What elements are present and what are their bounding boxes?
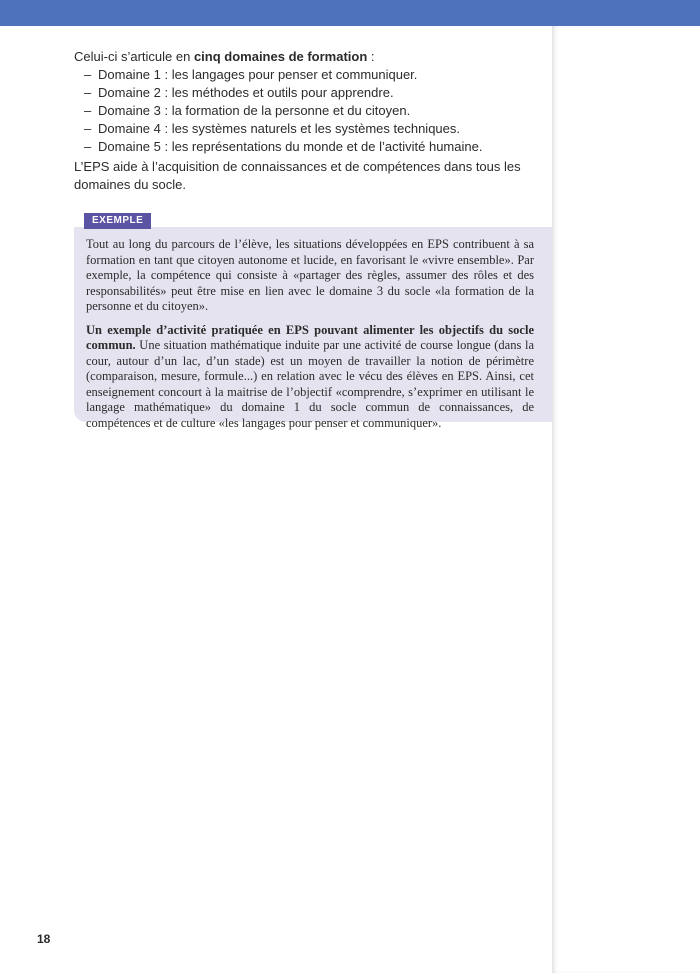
example-box xyxy=(74,227,552,430)
example-paragraph-2-body: Une situation mathématique induite par une activité de course longue (dans la cour, autour d’un lac, d’un stade) est un moyen de travailler la notion de périmètre (comparaison, mesure, formule...) en relation avec le vécu des élèves en EPS. Ainsi, cet enseignement concourt à la maitrise de l’objectif «comprendre, s’exprimer en utilisant le langage mathématique» du domaine 1 du socle commun de connaissances, de compétences et de culture «les langages pour penser et communiquer». xyxy=(86,338,534,430)
top-color-band xyxy=(0,0,700,26)
domain-list xyxy=(74,66,544,156)
page-number: 18 xyxy=(37,932,51,946)
list-item xyxy=(84,84,544,102)
example-paragraph-2-lead: Un exemple d’activité pratiquée en EPS pouvant alimenter les objectifs du socle commun. xyxy=(86,322,534,352)
intro-bold: cinq domaines de formation xyxy=(193,49,368,64)
right-margin-column xyxy=(552,26,700,973)
domain-text: Domaine 5 : les représentations du monde et de l’activité humaine. xyxy=(98,139,483,154)
list-item xyxy=(84,138,544,156)
list-item xyxy=(84,102,544,120)
domain-text: Domaine 3 : la formation de la personne et du citoyen. xyxy=(98,103,411,118)
example-paragraph-2 xyxy=(86,323,534,432)
list-dash: – xyxy=(84,67,92,82)
list-item xyxy=(84,66,544,84)
list-dash: – xyxy=(84,85,92,100)
eps-paragraph: L’EPS aide à l’acquisition de connaissances et de compétences dans tous les domaines du socle. xyxy=(74,159,521,192)
example-label: EXEMPLE xyxy=(84,213,151,229)
domain-text: Domaine 4 : les systèmes naturels et les systèmes techniques. xyxy=(98,121,460,136)
list-dash: – xyxy=(84,139,92,154)
domain-text: Domaine 1 : les langages pour penser et communiquer. xyxy=(98,67,418,82)
main-text xyxy=(74,48,544,194)
list-item xyxy=(84,120,544,138)
intro-prefix: Celui-ci s’articule en xyxy=(74,49,194,64)
intro-sentence xyxy=(74,48,544,66)
intro-suffix: : xyxy=(367,49,375,64)
list-dash: – xyxy=(84,103,92,118)
list-dash: – xyxy=(84,121,92,136)
example-paragraph-1: Tout au long du parcours de l’élève, les situations développées en EPS contribuent à sa formation en tant que citoyen autonome et lucide, en favorisant le «vivre ensemble». Par exemple, la compétence qui consiste à «partager des règles, assumer des rôles et des responsabilités» peut être mise en lien avec le domaine 3 du socle «la formation de la personne et du citoyen». xyxy=(86,237,534,313)
domain-text: Domaine 2 : les méthodes et outils pour apprendre. xyxy=(98,85,394,100)
